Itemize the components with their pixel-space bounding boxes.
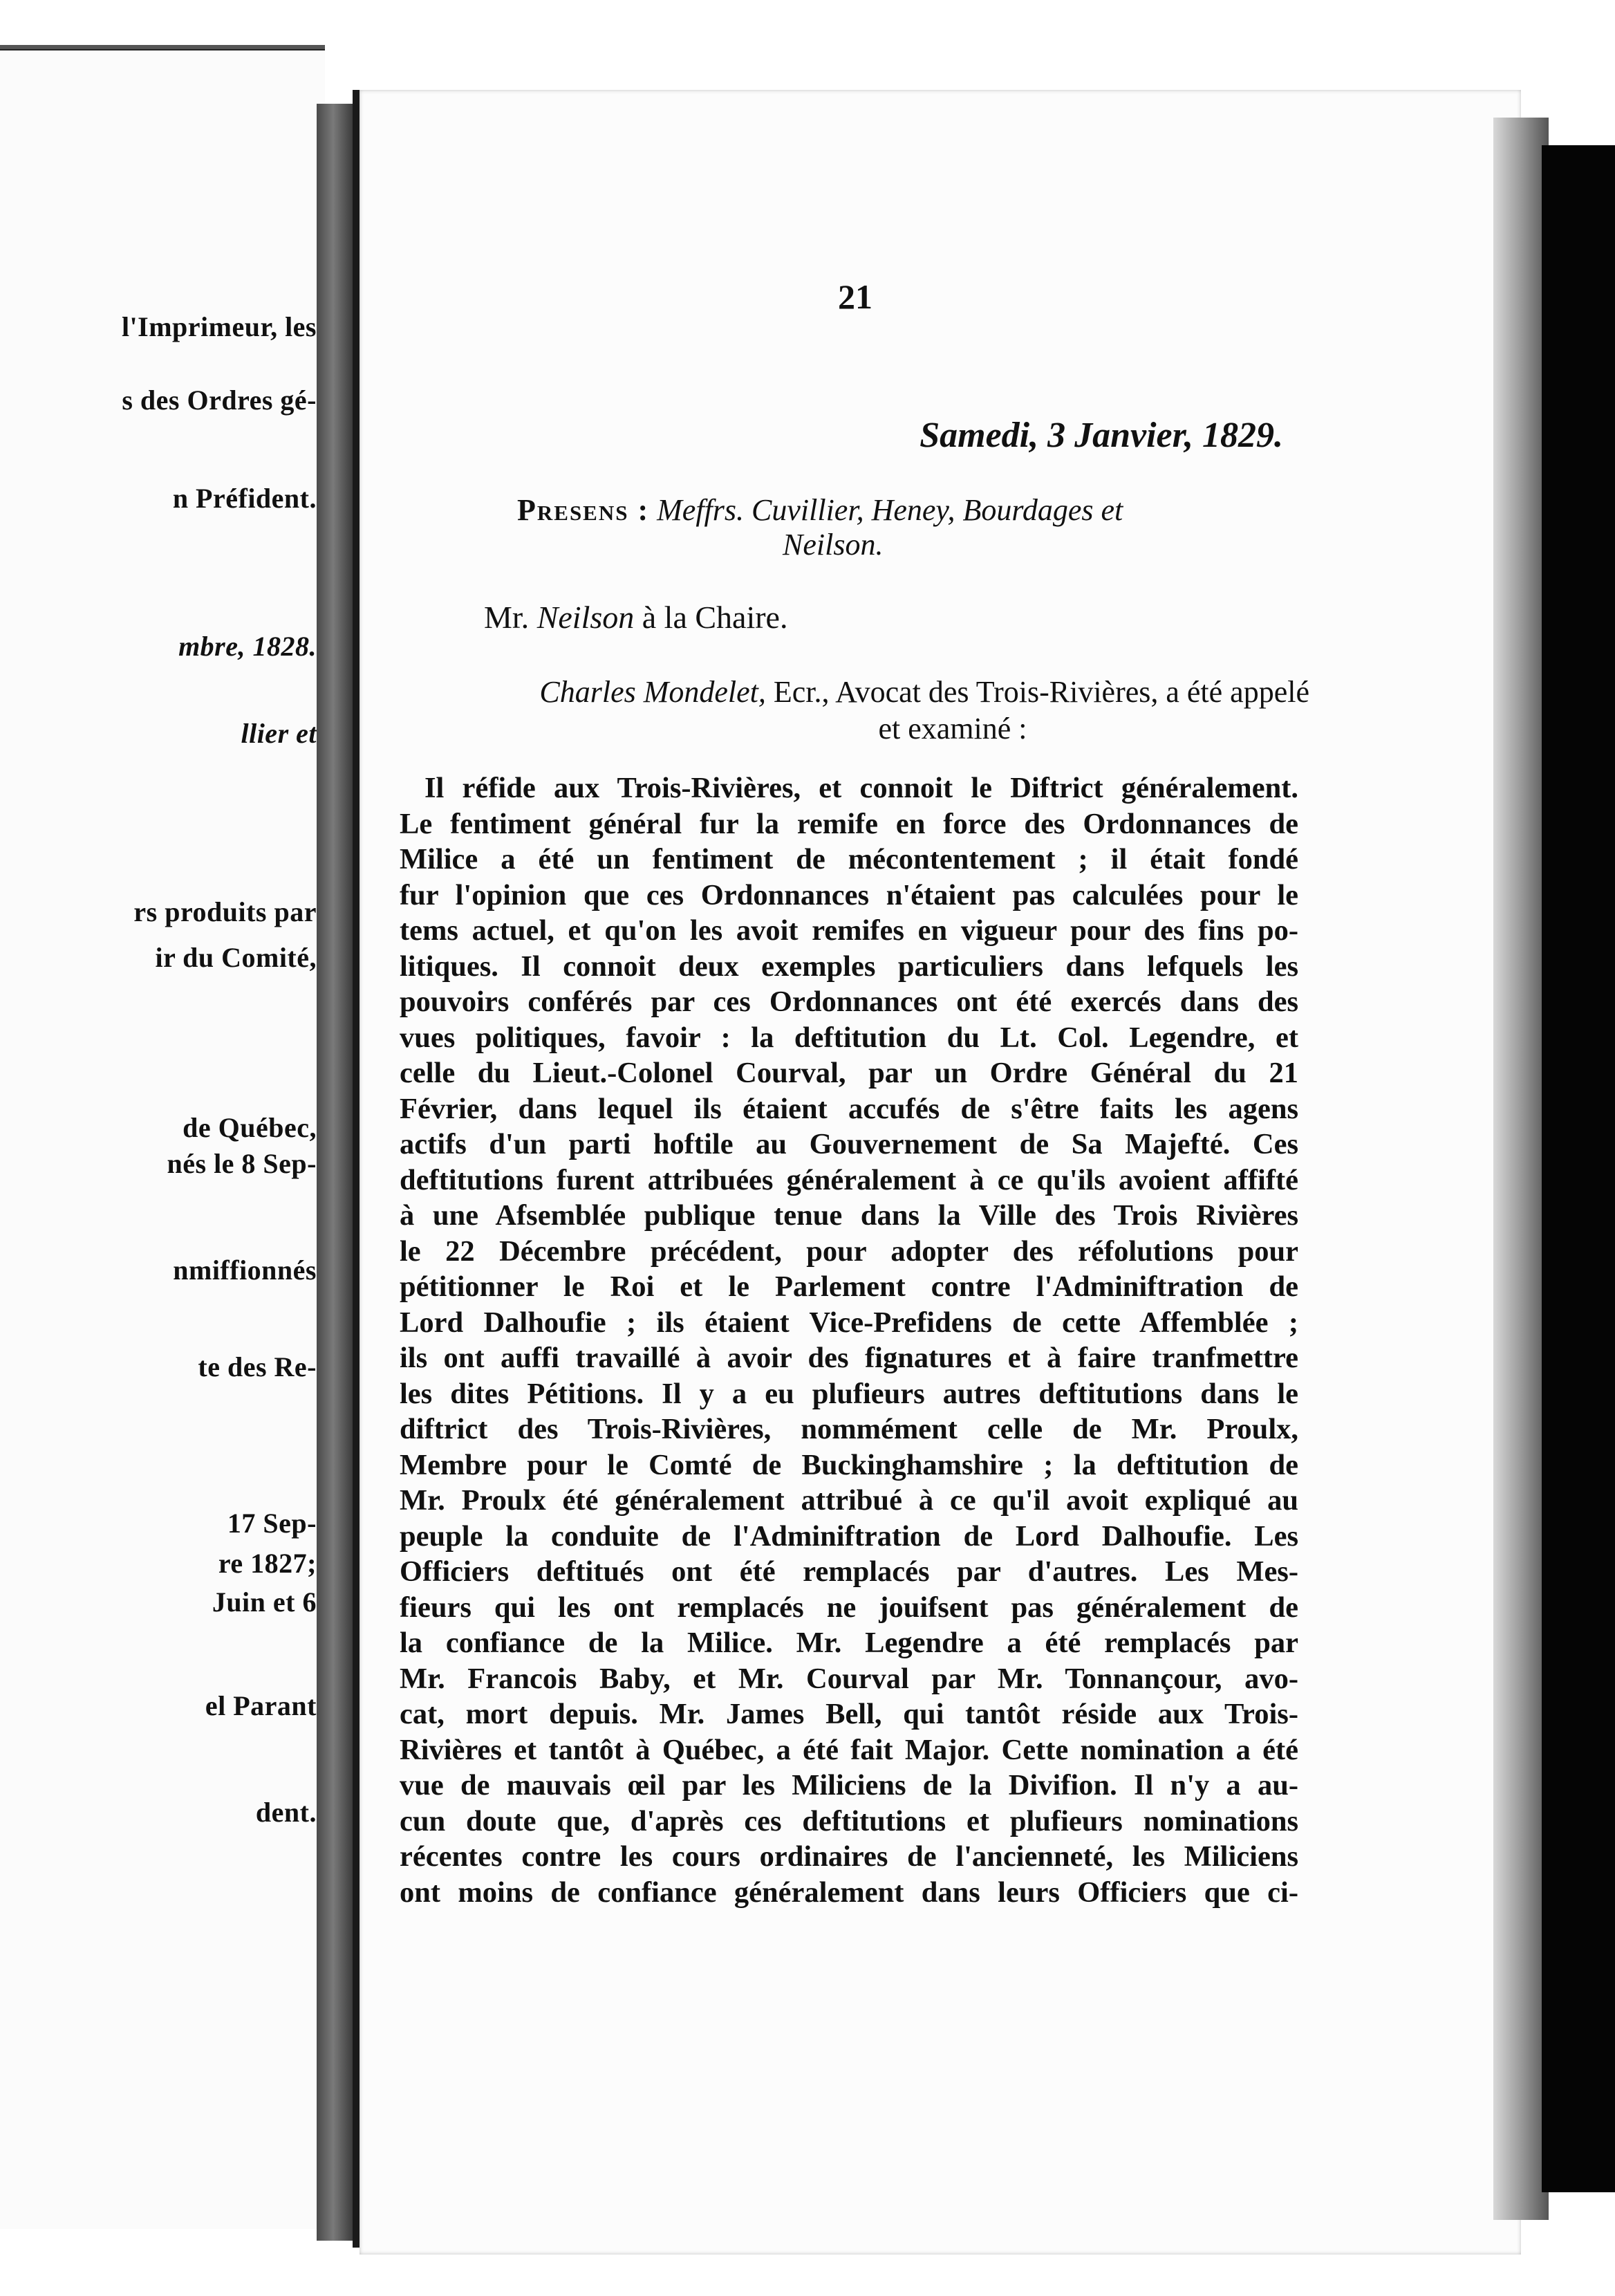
body-line: ils ont auffi travaillé à avoir des fignatures et à faire tranfmettre [400,1342,1298,1374]
left-page-line: de Québec, [183,1112,317,1143]
book-gutter [317,104,358,2241]
page-number: 21 [838,277,872,316]
body-line: tems actuel, et qu'on les avoit remifes en vigueur pour des fins po- [400,914,1298,947]
body-line: à une Afsemblée publique tenue dans la Ville des Trois Rivières [400,1199,1298,1232]
body-line: Officiers deftitués ont été remplacés par d'autres. Les Mes- [400,1555,1298,1588]
left-page-line: dent. [255,1797,317,1828]
chair-suffix: à la Chaire. [642,600,788,635]
body-line: Lord Dalhoufie ; ils étaient Vice-Prefidens de cette Affemblée ; [400,1306,1298,1339]
testimony-body [400,770,1298,1910]
left-page-line: l'Imprimeur, les [121,311,317,342]
body-line: le 22 Décembre précédent, pour adopter des réfolutions pour [400,1234,1298,1268]
left-page-line: mbre, 1828. [178,631,317,662]
body-line: Milice a été un fentiment de mécontentement ; il était fondé [400,843,1298,876]
body-line: actifs d'un parti hoftile au Gouvernement de Sa Majefté. Ces [400,1128,1298,1160]
chair-name: Neilson [536,600,635,635]
body-line: Il réfide aux Trois-Rivières, et connoit le Diftrict généralement. [424,772,1298,804]
body-line: diftrict des Trois-Rivières, nommément celle de Mr. Proulx, [400,1413,1298,1445]
body-line: Membre pour le Comté de Buckinghamshire ; la deftitution de [400,1448,1298,1481]
body-line: ont moins de confiance généralement dans leurs Officiers que ci- [400,1876,1298,1909]
body-line: les dites Pétitions. Il y a eu plufieurs autres deftitutions dans le [400,1377,1298,1410]
body-line: deftitutions furent attribuées généralement à ce qu'ils avoient affifté [400,1163,1298,1196]
left-page-line: s des Ordres gé- [122,385,317,416]
chair-prefix: Mr. [484,600,530,635]
presens-label: Presens : [517,493,650,527]
body-line: fieurs qui les ont remplacés ne jouifsent pas généralement de [400,1591,1298,1624]
left-page-line: re 1827; [218,1548,317,1579]
body-line: Rivières et tantôt à Québec, a été fait Major. Cette nomination a été [400,1733,1298,1766]
left-page-line: 17 Sep- [227,1508,317,1539]
left-page-line: te des Re- [198,1351,317,1382]
session-date: Samedi, 3 Janvier, 1829. [919,416,1283,455]
body-line: vue de mauvais œil par les Miliciens de la Divifion. Il n'y a au- [400,1769,1298,1802]
left-page-line: llier et [241,718,317,749]
body-line: cun doute que, d'après ces deftitutions et plufieurs nominations [400,1804,1298,1837]
left-page-line: n Préfident. [172,483,317,514]
chair-line [484,599,787,636]
left-page-line: ir du Comité, [155,942,317,973]
body-line: celle du Lieut.-Colonel Courval, par un Ordre Général du 21 [400,1057,1298,1089]
gutter-edge [353,90,360,2248]
witness-line [411,674,1309,711]
left-page-line: nés le 8 Sep- [167,1148,317,1179]
presens-names: Meffrs. Cuvillier, Heney, Bourdages et [657,493,1123,527]
page-edge-shadow [1493,118,1549,2220]
left-page-line: nmiffionnés [173,1255,317,1286]
body-line: la confiance de la Milice. Mr. Legendre a été remplacés par [400,1627,1298,1659]
left-page [0,48,325,2229]
left-page-line: el Parant [205,1690,317,1721]
presens-continuation: Neilson. [783,528,884,562]
body-line: Mr. Francois Baby, et Mr. Courval par Mr. Tonnançour, avo- [400,1662,1298,1695]
body-line: Février, dans lequel ils étaient accufés de s'être faits les agens [400,1092,1298,1125]
witness-name: Charles Mondelet, [539,675,766,709]
witness-description: Ecr., Avocat des Trois-Rivières, a été appelé [773,675,1309,709]
body-line: Mr. Proulx été généralement attribué à ce qu'il avoit expliqué au [400,1484,1298,1517]
body-line: cat, mort depuis. Mr. James Bell, qui tantôt réside aux Trois- [400,1698,1298,1730]
body-line: litiques. Il connoit deux exemples particuliers dans lefquels les [400,950,1298,983]
body-line: vues politiques, favoir : la deftitution du Lt. Col. Legendre, et [400,1021,1298,1054]
body-line: peuple la conduite de l'Adminiftration de Lord Dalhoufie. Les [400,1519,1298,1553]
witness-continuation: et examiné : [878,712,1027,746]
left-page-line: rs produits par [133,896,317,927]
body-line: Le fentiment général fur la remife en force des Ordonnances de [400,807,1298,840]
body-line: pétitionner le Roi et le Parlement contre l'Adminiftration de [400,1270,1298,1303]
left-page-line: Juin et 6 [212,1586,317,1618]
body-line: fur l'opinion que ces Ordonnances n'étaient pas calculées pour le [400,878,1298,911]
body-line: pouvoirs conférés par ces Ordonnances ont été exercés dans des [400,985,1298,1018]
attendance-line [517,492,1123,528]
body-line: récentes contre les cours ordinaires de l'ancienneté, les Miliciens [400,1840,1298,1873]
book-cover-edge [1542,145,1615,2192]
